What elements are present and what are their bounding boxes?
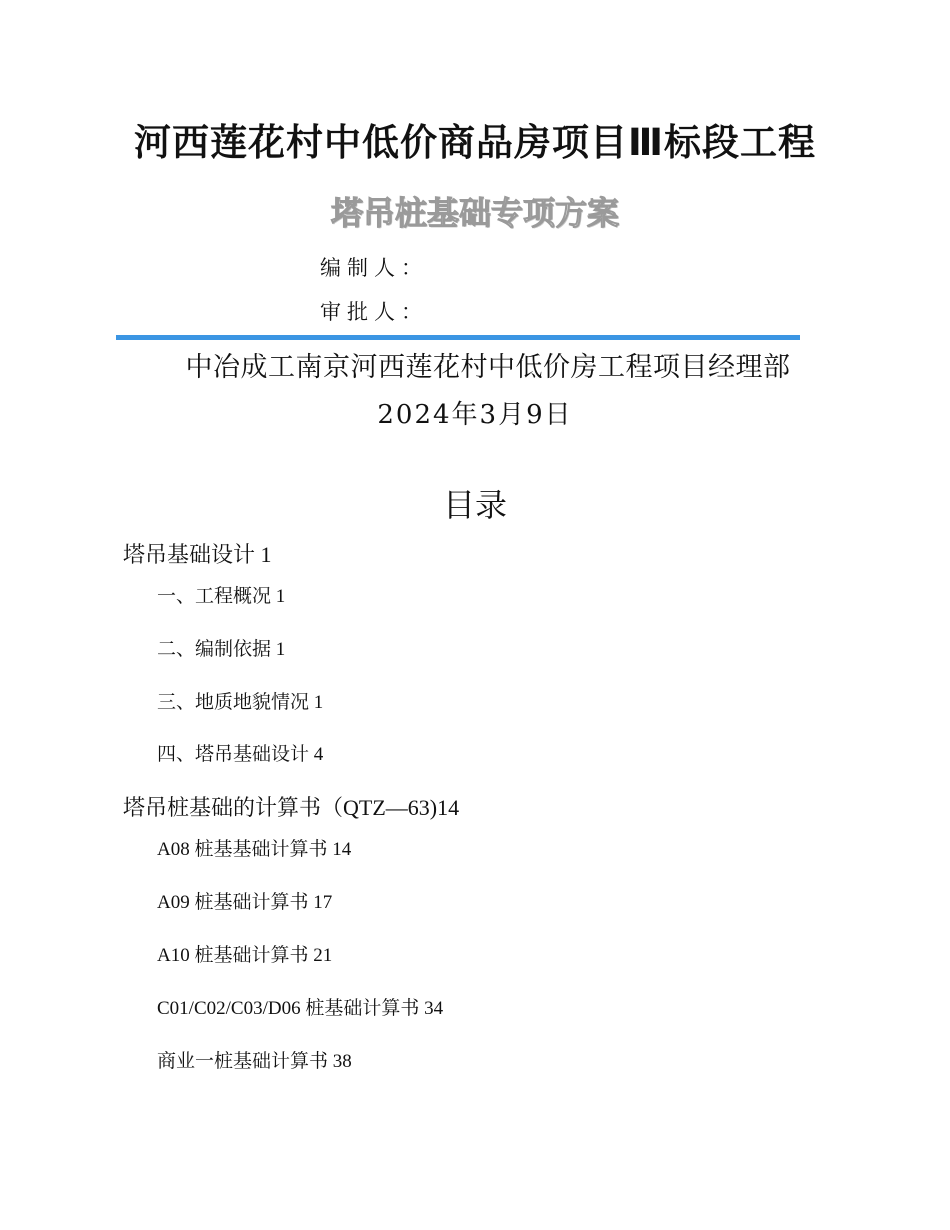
toc-entry[interactable]: 塔吊基础设计 1 bbox=[123, 542, 272, 567]
toc-entry[interactable]: 四、塔吊基础设计 4 bbox=[157, 744, 324, 765]
toc-entry[interactable]: C01/C02/C03/D06 桩基础计算书 34 bbox=[157, 998, 444, 1019]
toc-entry[interactable]: 二、编制依据 1 bbox=[157, 639, 286, 660]
toc-entry[interactable]: 三、地质地貌情况 1 bbox=[157, 692, 324, 713]
document-date: 2024年3月9日 bbox=[377, 400, 573, 430]
toc-entry[interactable]: A08 桩基基础计算书 14 bbox=[157, 839, 352, 860]
editor-label: 编制人： bbox=[320, 256, 428, 280]
toc-entry[interactable]: A09 桩基础计算书 17 bbox=[157, 892, 333, 913]
toc-entry[interactable]: 塔吊桩基础的计算书（QTZ—63)14 bbox=[123, 795, 460, 820]
approver-label: 审批人： bbox=[320, 300, 428, 324]
toc-heading: 目录 bbox=[442, 486, 507, 524]
toc-entry[interactable]: A10 桩基础计算书 21 bbox=[157, 945, 333, 966]
organization-name: 中冶成工南京河西莲花村中低价房工程项目经理部 bbox=[185, 352, 791, 383]
document-title: 河西莲花村中低价商品房项目Ⅲ标段工程 bbox=[134, 121, 816, 164]
document-subtitle: 塔吊桩基础专项方案 bbox=[330, 194, 619, 232]
toc-entry[interactable]: 一、工程概况 1 bbox=[157, 586, 286, 607]
toc-entry[interactable]: 商业一桩基础计算书 38 bbox=[157, 1051, 352, 1072]
